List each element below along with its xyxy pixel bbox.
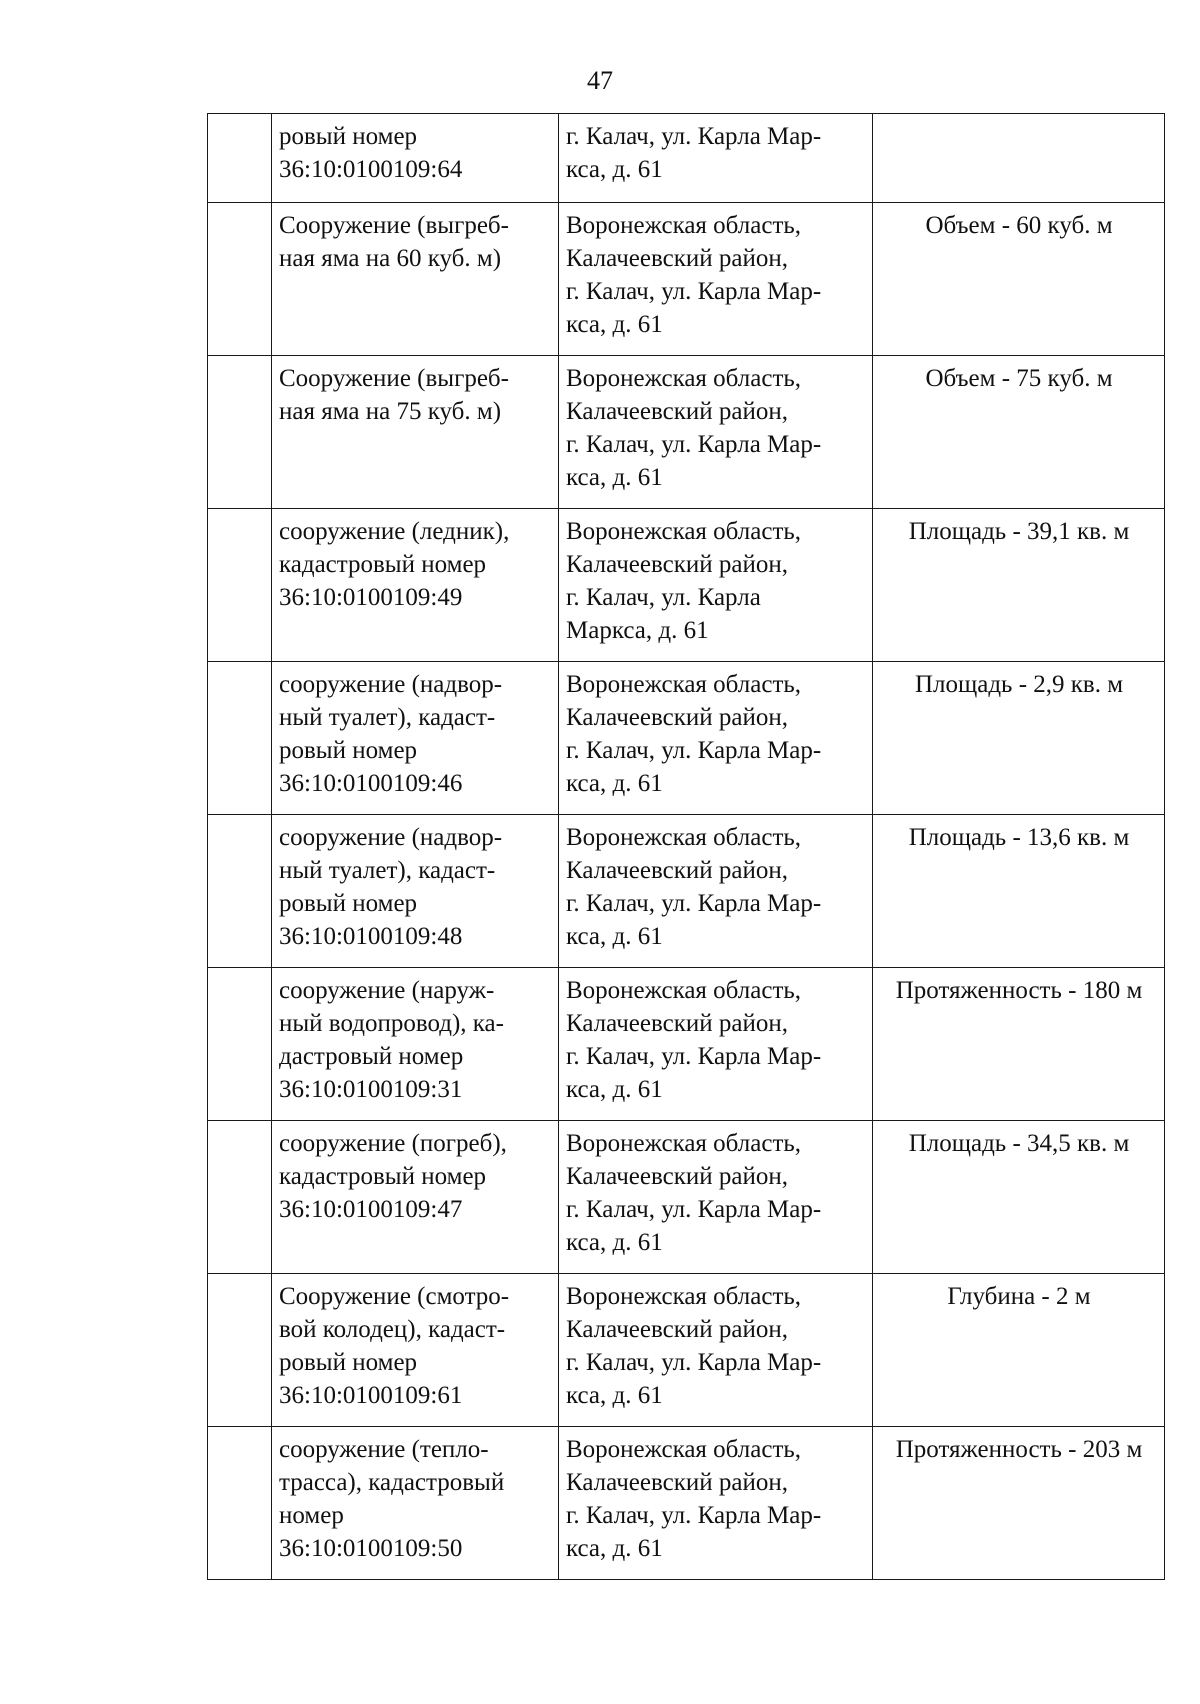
characteristic-cell: Площадь - 39,1 кв. м — [873, 509, 1165, 662]
table-row — [208, 1427, 1165, 1580]
table-row — [208, 356, 1165, 509]
address-cell: Воронежская область, Калачеевский район, г. Калач, ул. Карла Мар- кса, д. 61 — [559, 1274, 873, 1427]
address-cell: г. Калач, ул. Карла Мар- кса, д. 61 — [559, 114, 873, 203]
number-cell — [208, 815, 272, 968]
address-cell: Воронежская область, Калачеевский район, г. Калач, ул. Карла Мар- кса, д. 61 — [559, 968, 873, 1121]
characteristic-cell: Протяженность - 180 м — [873, 968, 1165, 1121]
object-name-cell: сооружение (тепло- трасса), кадастровый номер 36:10:0100109:50 — [272, 1427, 559, 1580]
address-cell: Воронежская область, Калачеевский район, г. Калач, ул. Карла Мар- кса, д. 61 — [559, 203, 873, 356]
number-cell — [208, 203, 272, 356]
address-cell: Воронежская область, Калачеевский район, г. Калач, ул. Карла Маркса, д. 61 — [559, 509, 873, 662]
object-name-cell: сооружение (надвор- ный туалет), кадаст- ровый номер 36:10:0100109:46 — [272, 662, 559, 815]
object-name-cell: сооружение (погреб), кадастровый номер 36:10:0100109:47 — [272, 1121, 559, 1274]
page-number: 47 — [587, 66, 613, 95]
table-row — [208, 114, 1165, 203]
object-name-cell: сооружение (ледник), кадастровый номер 36:10:0100109:49 — [272, 509, 559, 662]
characteristic-cell: Площадь - 34,5 кв. м — [873, 1121, 1165, 1274]
table-row — [208, 662, 1165, 815]
number-cell — [208, 1274, 272, 1427]
object-name-cell: Сооружение (выгреб- ная яма на 75 куб. м) — [272, 356, 559, 509]
table-row — [208, 968, 1165, 1121]
object-name-cell: ровый номер 36:10:0100109:64 — [272, 114, 559, 203]
number-cell — [208, 509, 272, 662]
characteristic-cell — [873, 114, 1165, 203]
table-row — [208, 203, 1165, 356]
characteristic-cell: Глубина - 2 м — [873, 1274, 1165, 1427]
number-cell — [208, 1121, 272, 1274]
object-name-cell: Сооружение (выгреб- ная яма на 60 куб. м) — [272, 203, 559, 356]
table-row — [208, 509, 1165, 662]
address-cell: Воронежская область, Калачеевский район, г. Калач, ул. Карла Мар- кса, д. 61 — [559, 356, 873, 509]
characteristic-cell: Протяженность - 203 м — [873, 1427, 1165, 1580]
address-cell: Воронежская область, Калачеевский район, г. Калач, ул. Карла Мар- кса, д. 61 — [559, 1121, 873, 1274]
number-cell — [208, 356, 272, 509]
object-name-cell: сооружение (наруж- ный водопровод), ка- дастровый номер 36:10:0100109:31 — [272, 968, 559, 1121]
number-cell — [208, 1427, 272, 1580]
table-row — [208, 1121, 1165, 1274]
object-name-cell: сооружение (надвор- ный туалет), кадаст- ровый номер 36:10:0100109:48 — [272, 815, 559, 968]
table-row — [208, 815, 1165, 968]
object-name-cell: Сооружение (смотро- вой колодец), кадаст- ровый номер 36:10:0100109:61 — [272, 1274, 559, 1427]
property-table — [207, 113, 1165, 1580]
address-cell: Воронежская область, Калачеевский район, г. Калач, ул. Карла Мар- кса, д. 61 — [559, 662, 873, 815]
number-cell — [208, 662, 272, 815]
characteristic-cell: Площадь - 13,6 кв. м — [873, 815, 1165, 968]
number-cell — [208, 968, 272, 1121]
number-cell — [208, 114, 272, 203]
table-row — [208, 1274, 1165, 1427]
characteristic-cell: Объем - 60 куб. м — [873, 203, 1165, 356]
address-cell: Воронежская область, Калачеевский район, г. Калач, ул. Карла Мар- кса, д. 61 — [559, 1427, 873, 1580]
characteristic-cell: Объем - 75 куб. м — [873, 356, 1165, 509]
address-cell: Воронежская область, Калачеевский район, г. Калач, ул. Карла Мар- кса, д. 61 — [559, 815, 873, 968]
characteristic-cell: Площадь - 2,9 кв. м — [873, 662, 1165, 815]
